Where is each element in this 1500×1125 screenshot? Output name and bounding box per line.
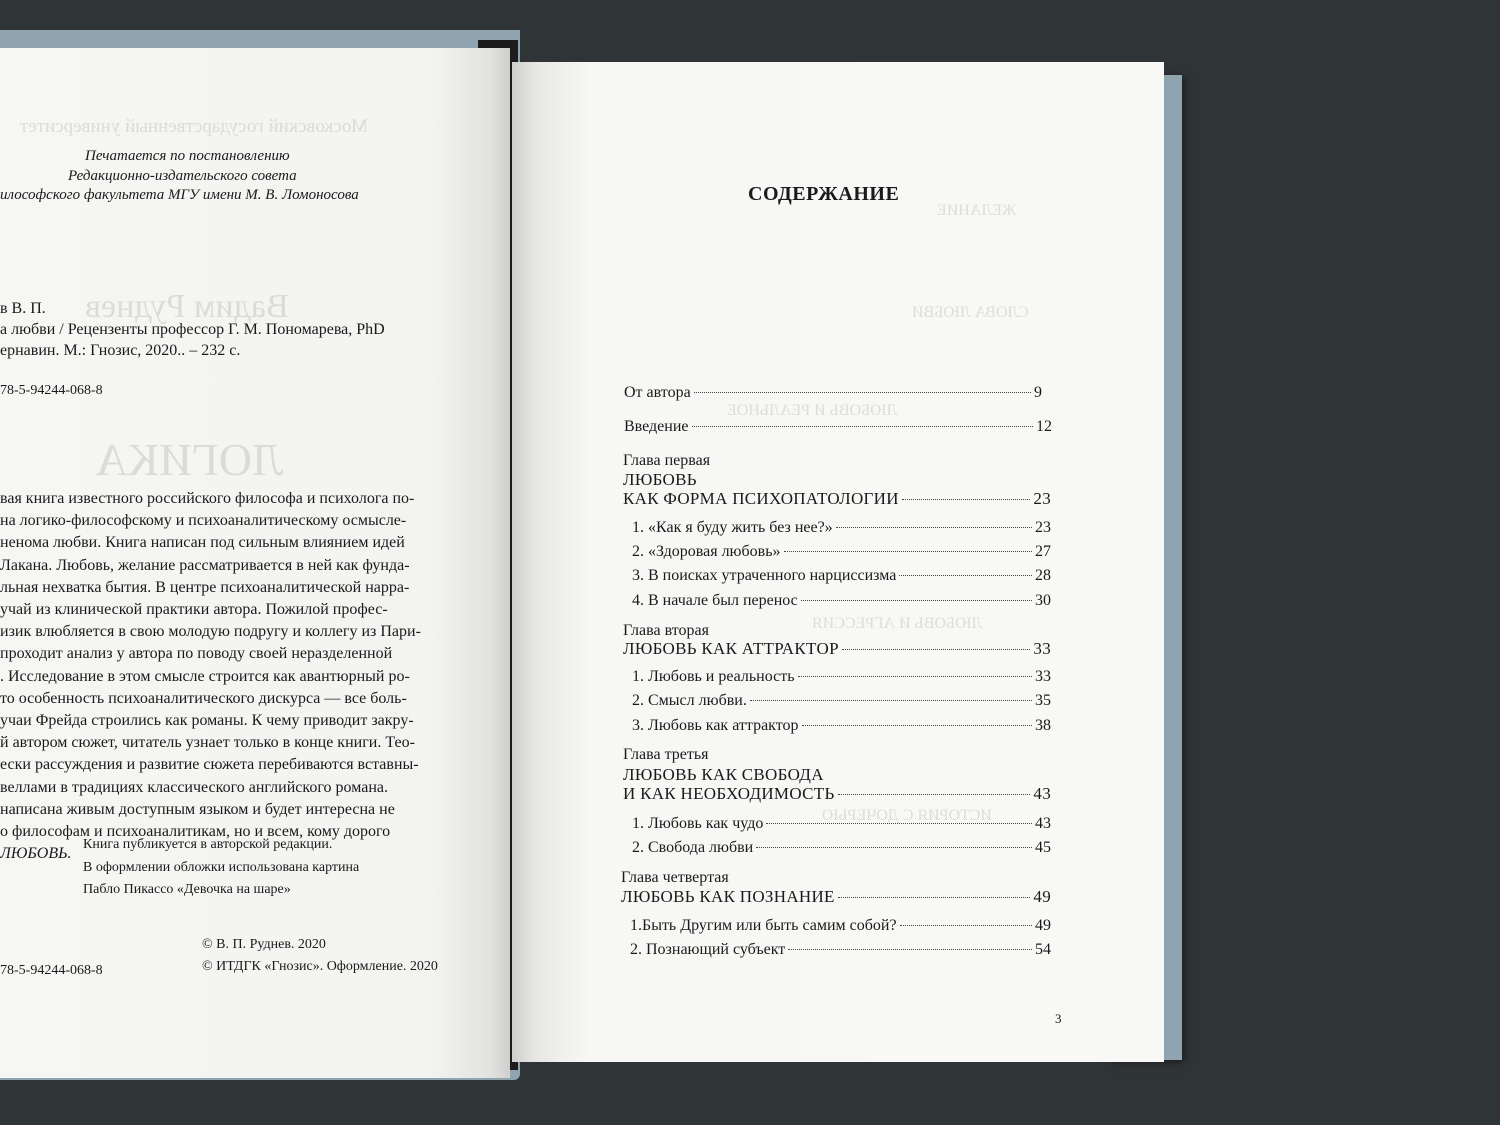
toc-entry <box>632 668 1051 686</box>
toc-entry <box>632 717 1051 735</box>
toc-chapter-entry <box>623 784 1051 804</box>
chapter-label: Глава вторая <box>623 622 709 639</box>
toc-leader <box>756 847 1032 848</box>
annotation-line: ески рассуждения и развитие сюжета перебиваются вставны- <box>0 756 419 774</box>
show-through-heading: СЛОВА ЛЮБВИ <box>912 304 1029 321</box>
chapter-title: ЛЮБОВЬ КАК СВОБОДА <box>623 765 824 784</box>
toc-entry <box>630 917 1051 935</box>
toc-entry <box>630 941 1051 959</box>
toc-title: СОДЕРЖАНИЕ <box>748 183 900 205</box>
toc-entry-label: 3. Любовь как аттрактор <box>632 717 799 734</box>
chapter-label: Глава первая <box>623 452 711 469</box>
toc-page-number: 30 <box>1035 592 1051 609</box>
toc-page-number: 43 <box>1035 815 1051 832</box>
show-through-university: Московский государственный университет <box>20 116 368 137</box>
toc-leader <box>788 949 1032 950</box>
toc-page-number: 38 <box>1035 717 1051 734</box>
toc-page-number: 43 <box>1033 784 1051 803</box>
toc-entry <box>632 815 1051 833</box>
toc-entry-label: 4. В начале был перенос <box>632 592 798 609</box>
toc-page-number: 54 <box>1035 941 1051 958</box>
annotation-line: на логико-философскому и психоаналитическому осмысле- <box>0 512 407 530</box>
toc-page-number: 33 <box>1033 639 1051 658</box>
chapter-title: ЛЮБОВЬ <box>623 470 697 489</box>
biblio-publisher: ернавин. М.: Гнозис, 2020.. – 232 с. <box>0 342 241 359</box>
show-through-author: Вадим Руднев <box>85 288 289 325</box>
toc-entry <box>632 567 1051 585</box>
toc-leader <box>784 551 1033 552</box>
imprint-line-2: Редакционно-издательского совета <box>68 168 297 184</box>
toc-leader <box>801 600 1032 601</box>
toc-page-number: 33 <box>1035 668 1051 685</box>
page-number: 3 <box>1055 1011 1062 1026</box>
isbn-top: 78-5-94244-068-8 <box>0 383 103 398</box>
toc-entry <box>624 418 1052 436</box>
toc-page-number: 49 <box>1035 917 1051 934</box>
annotation-line: й автором сюжет, читатель узнает только в конце книги. Тео- <box>0 734 415 752</box>
show-through-heading: ЛЮБОВЬ И РЕАЛЬНОЕ <box>727 402 898 419</box>
toc-leader <box>838 794 1031 795</box>
toc-page-number: 49 <box>1033 887 1051 906</box>
imprint-line-1: Печатается по постановлению <box>85 148 290 164</box>
annotation-line: . Исследование в этом смысле строится как авантюрный ро- <box>0 667 410 685</box>
annotation-line: написана живым доступным языком и будет интересна не <box>0 800 395 818</box>
show-through-heading: ИСТОРИЯ С ДОЧЕРЬЮ <box>822 807 992 824</box>
annotation-line: ЛЮБОВЬ. <box>0 845 72 863</box>
toc-entry-label: 2. Свобода любви <box>632 839 754 856</box>
toc-leader <box>798 676 1032 677</box>
toc-page-number: 9 <box>1034 384 1042 401</box>
show-through-heading: ЖЕЛАНИЕ <box>937 202 1017 219</box>
toc-entry-label: 1. «Как я буду жить без нее?» <box>632 519 833 536</box>
toc-entry-label: 2. «Здоровая любовь» <box>632 543 781 560</box>
toc-page-number: 12 <box>1036 418 1052 435</box>
annotation-line: учай из клинической практики автора. Пожилой профес- <box>0 601 388 619</box>
show-through-title: ЛОГИКА <box>95 434 284 485</box>
annotation-line: учаи Фрейда строились как романы. К чему приводит закру- <box>0 712 414 730</box>
annotation-line: то особенность психоаналитического дискурса — все боль- <box>0 689 407 707</box>
show-through-heading: ЛЮБОВЬ И АГРЕССИЯ <box>812 615 983 632</box>
annotation <box>0 488 421 865</box>
toc-entry <box>632 519 1051 537</box>
chapter-title: КАК ФОРМА ПСИХОПАТОЛОГИИ <box>623 489 899 508</box>
toc-leader <box>766 823 1032 824</box>
toc-leader <box>900 925 1032 926</box>
copyright-author: © В. П. Руднев. 2020 <box>202 937 326 952</box>
toc-leader <box>802 725 1032 726</box>
annotation-line: ненома любви. Книга написан под сильным влиянием идей <box>0 534 405 552</box>
toc-entry <box>624 384 1042 402</box>
copyright-publisher: © ИТДГК «Гнозис». Оформление. 2020 <box>202 959 438 974</box>
chapter-label: Глава третья <box>623 746 709 763</box>
left-page <box>0 48 510 1078</box>
toc-entry-label: 2. Познающий субъект <box>630 941 786 958</box>
chapter-title: И КАК НЕОБХОДИМОСТЬ <box>623 784 835 803</box>
toc-entry <box>632 592 1051 610</box>
annotation-line: веллами в традициях классического английского романа. <box>0 778 388 796</box>
toc-entry <box>632 543 1051 561</box>
chapter-title: ЛЮБОВЬ КАК ПОЗНАНИЕ <box>621 887 835 906</box>
right-page <box>512 62 1164 1062</box>
toc-page-number: 23 <box>1033 489 1051 508</box>
toc-leader <box>694 392 1031 393</box>
toc-chapter-entry <box>623 489 1051 509</box>
toc-entry-label: Введение <box>624 418 689 435</box>
toc-chapter-entry <box>621 887 1051 907</box>
toc-entry <box>632 839 1051 857</box>
toc-entry-label: 1. Любовь и реальность <box>632 668 795 685</box>
isbn-bottom: 78-5-94244-068-8 <box>0 963 103 978</box>
toc-leader <box>836 527 1032 528</box>
toc-entry <box>632 692 1051 710</box>
annotation-line: Лакана. Любовь, желание рассматривается в ней как фунда- <box>0 556 410 574</box>
toc-leader <box>750 700 1032 701</box>
chapter-title: ЛЮБОВЬ КАК АТТРАКТОР <box>623 639 839 658</box>
annotation-line: вая книга известного российского философа и психолога по- <box>0 490 415 507</box>
note-line-3: Пабло Пикассо «Девочка на шаре» <box>83 882 291 897</box>
biblio-author: в В. П. <box>0 300 46 317</box>
toc-page-number: 23 <box>1035 519 1051 536</box>
chapter-label: Глава четвертая <box>621 869 729 886</box>
annotation-line: о философам и психоаналитикам, но и всем, кому дорого <box>0 823 391 841</box>
toc-entry-label: 3. В поисках утраченного нарциссизма <box>632 567 897 584</box>
toc-chapter-entry <box>623 639 1051 659</box>
toc-page-number: 27 <box>1035 543 1051 560</box>
note-line-2: В оформлении обложки использована картина <box>83 860 360 875</box>
toc-leader <box>838 897 1031 898</box>
note-line-1: Книга публикуется в авторской редакции. <box>83 837 333 852</box>
toc-leader <box>842 649 1031 650</box>
annotation-line: изик влюбляется в свою молодую подругу и коллегу из Пари- <box>0 623 421 641</box>
toc-entry-label: 2. Смысл любви. <box>632 692 747 709</box>
toc-page-number: 45 <box>1035 839 1051 856</box>
imprint-line-3: илософского факультета МГУ имени М. В. Ломоносова <box>0 187 359 203</box>
toc-entry-label: От автора <box>624 384 691 401</box>
biblio-title: а любви / Рецензенты профессор Г. М. Пономарева, PhD <box>0 321 385 338</box>
toc-page-number: 28 <box>1035 567 1051 584</box>
toc-leader <box>902 499 1031 500</box>
toc-leader <box>692 426 1034 427</box>
toc-entry-label: 1.Быть Другим или быть самим собой? <box>630 917 897 934</box>
toc-entry-label: 1. Любовь как чудо <box>632 815 764 832</box>
annotation-line: льная нехватка бытия. В центре психоаналитической нарра- <box>0 578 410 596</box>
toc-leader <box>899 575 1032 576</box>
toc-page-number: 35 <box>1035 692 1051 709</box>
annotation-line: проходит анализ у автора по поводу своей неразделенной <box>0 645 393 663</box>
